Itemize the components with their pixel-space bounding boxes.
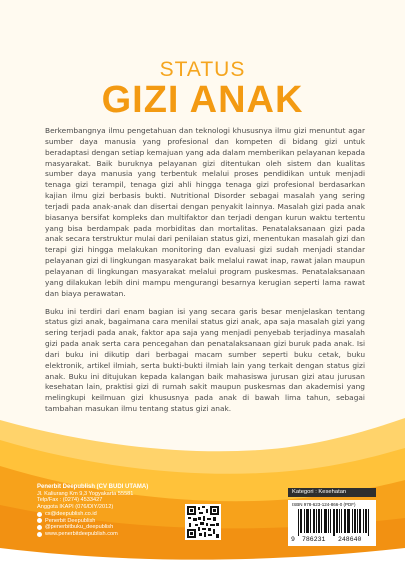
barcode-bar	[319, 509, 320, 533]
barcode-bar	[337, 509, 338, 533]
barcode-bar	[333, 509, 334, 536]
book-title-line2: GIZI ANAK	[101, 79, 304, 121]
barcode-bar	[345, 509, 346, 533]
barcode-bar	[349, 509, 350, 533]
instagram-icon	[37, 525, 42, 530]
barcode-bar	[310, 509, 311, 533]
publisher-email-row	[37, 511, 148, 518]
barcode-bar	[354, 509, 355, 533]
publisher-info	[37, 484, 148, 538]
barcode-bar	[339, 509, 340, 533]
publisher-instagram: @penerbitbuku_deepublish	[45, 524, 114, 531]
barcode-bar	[316, 509, 317, 533]
barcode-bar	[359, 509, 360, 533]
barcode-bar	[298, 509, 299, 536]
qr-code	[185, 504, 221, 540]
barcode-bar	[314, 509, 315, 533]
barcode-bar	[330, 509, 331, 533]
isbn-text: ISBN 978-623-124-866-0 (PDF)	[292, 502, 356, 507]
qr-code-icon	[187, 506, 219, 538]
barcode-bar	[300, 509, 301, 533]
publisher-facebook-row	[37, 518, 148, 525]
barcode-bar	[328, 509, 329, 533]
barcode-bar	[325, 509, 326, 533]
barcode-bar	[368, 509, 369, 536]
publisher-instagram-row	[37, 524, 148, 531]
barcode-group-1: 786231	[302, 536, 326, 543]
publisher-name: Penerbit Deepublish (CV BUDI UTAMA)	[37, 484, 149, 490]
barcode-bar	[306, 509, 307, 533]
barcode-bar	[341, 509, 342, 533]
email-icon	[37, 512, 42, 517]
publisher-website: www.penerbitdeepublish.com	[45, 530, 118, 537]
barcode-bar	[352, 509, 353, 533]
barcode-bar	[347, 509, 348, 533]
barcode-digit-1: 9	[291, 536, 295, 543]
barcode-bar	[321, 509, 322, 533]
barcode-group-2: 248640	[338, 536, 362, 543]
barcode-bar	[334, 509, 335, 536]
facebook-icon	[37, 518, 42, 523]
publisher-facebook: Penerbit Deepublish	[45, 517, 96, 524]
isbn-barcode	[288, 500, 376, 546]
barcode-bar	[348, 509, 349, 533]
barcode-bar	[365, 509, 366, 533]
barcode-bar	[308, 509, 309, 533]
barcode-bar	[355, 509, 356, 533]
barcode-bar	[301, 509, 302, 533]
barcode-bar	[363, 509, 364, 533]
publisher-email: cs@deepublish.co.id	[45, 510, 97, 517]
barcode-bar	[360, 509, 361, 533]
book-title-line1: STATUS	[159, 58, 246, 81]
barcode-bar	[344, 509, 345, 533]
publisher-address: Jl. Kaliurang Km 9,3 Yogyakarta 55581	[37, 490, 134, 497]
barcode-bar	[357, 509, 358, 533]
publisher-website-row	[37, 531, 148, 538]
barcode-bar	[318, 509, 319, 533]
publisher-phone: Telp/Fax : (0274) 4533427	[37, 497, 103, 504]
category-label: Kategori : Kesehatan	[288, 488, 376, 497]
barcode-bar	[324, 509, 325, 533]
barcode-bar	[313, 509, 314, 533]
barcode-bar	[307, 509, 308, 533]
blurb-paragraph-1: Berkembangnya ilmu pengetahuan dan teknologi khususnya ilmu gizi menuntut agar sumber daya manusia yang profesional dan kompeten di bidang gizi untuk beradaptasi dengan setiap kemajuan yang ada dalam memberikan pelayanan kepada masyarakat. Baik buruknya pelayanan gizi ditentukan oleh sistem dan kualitas sumber daya manusia yang terbentuk melalui proses pendidikan untuk menjadi tenaga gizi terampil, tenaga gizi ahli hingga tenaga gizi profesional berdasarkan kajian ilmu gizi berbasis bukti. Nutritional Disorder sebagai masalah yang sering terjadi pada anak-anak dan disertai dengan penyakit lainnya. Masalah gizi pada anak biasanya bersifat kompleks dan multifaktor dan terjadi dengan kurun waktu tertentu yang bisa berdampak pada morbiditas dan mortalitas. Penatalaksanaan gizi pada anak secara terstruktur mulai dari penilaian status gizi, menentukan masalah gizi dan terapi gizi hingga melakukan monitoring dan evaluasi gizi sudah menjadi standar pelayanan gizi di lingkungan masyarakat baik melalui rawat inap, rawat jalan maupun pelayanan di lingkungan masyarakat melalui program puskesmas. Penatalaksanaan yang dilakukan lebih dini mampu mengurangi besarnya kerugian seperti lama rawat dan biaya perawatan.	[45, 126, 365, 298]
barcode-bars	[298, 509, 370, 536]
blurb-paragraph-2: Buku ini terdiri dari enam bagian isi yang secara garis besar menjelaskan tentang status gizi anak, bagaimana cara menilai status gizi anak, apa saja masalah gizi yang sering terjadi pada anak, faktor apa saja yang menjadi penyebab terjadinya masalah gizi pada anak serta cara pencegahan dan penatalaksanaan gizi buruk pada anak. Isi dari buku ini dikutip dari berbagai macam sumber seperti buku cetak, buku elektronik, artikel ilmiah, serta bukti-bukti ilmiah lain yang terkait dengan status gizi anak. Buku ini ditujukan kepada kalangan baik mahasiswa jurusan gizi atau jurusan kesehatan lain, praktisi gizi di rumah sakit maupun puskesmas dan akademisi yang melingkupi keilmuan gizi khususnya pada anak di bawah lima tahun, sebagai tambahan masukan ilmu tentang status gizi anak.	[45, 306, 365, 414]
barcode-bar	[304, 509, 305, 533]
barcode-bar	[326, 509, 327, 533]
globe-icon	[37, 532, 42, 537]
barcode-bar	[366, 509, 367, 533]
blurb-text	[45, 126, 365, 422]
publisher-member: Anggota IKAPI (076/DIY/2012)	[37, 504, 114, 511]
barcode-bar	[336, 509, 337, 533]
